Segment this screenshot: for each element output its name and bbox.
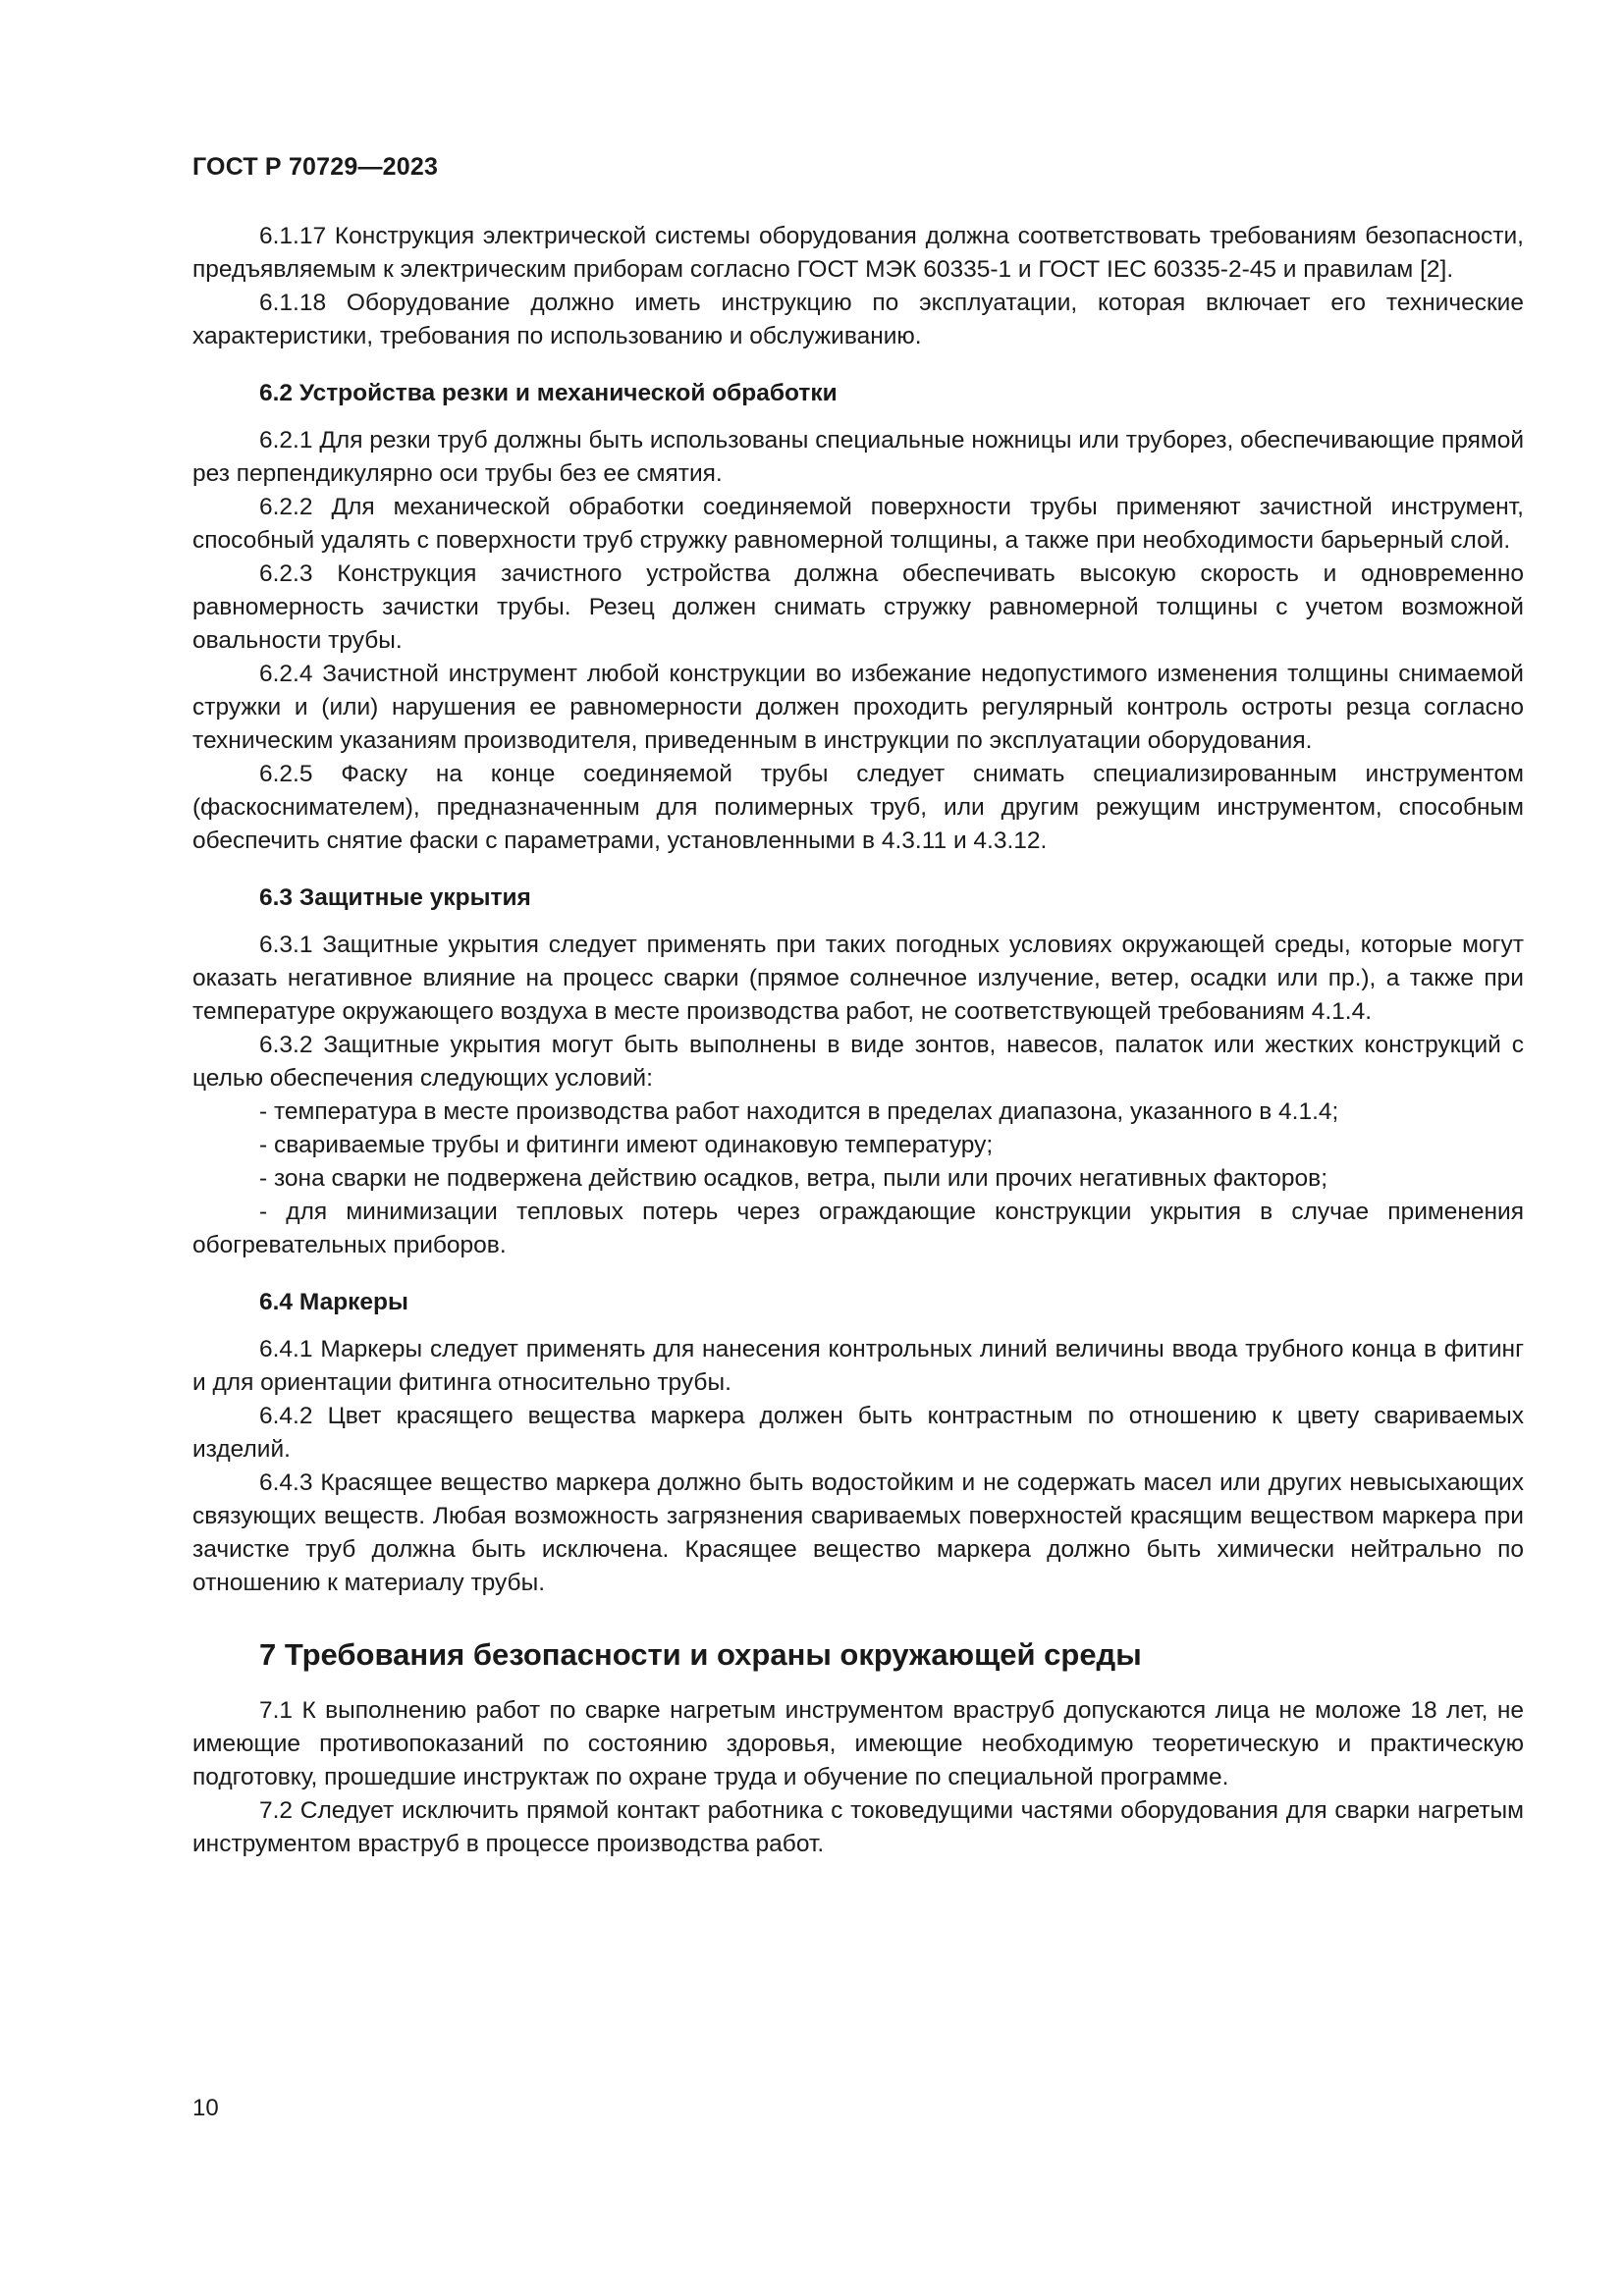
- list-item: - зона сварки не подвержена действию осадков, ветра, пыли или прочих негативных факторов;: [259, 1165, 1328, 1192]
- paragraph-6-2-5: 6.2.5 Фаску на конце соединяемой трубы следует снимать специализированным инструментом (фаскоснимателем), предназначенным для полимерных труб, или другим режущим инструментом, способным обеспечить снятие фаски с параметрами, установленными в 4.3.11 и 4.3.12.: [192, 761, 1524, 854]
- paragraph-6-4-3: 6.4.3 Красящее вещество маркера должно быть водостойким и не содержать масел или других невысыхающих связующих веществ. Любая возможность загрязнения свариваемых поверхностей красящим веществом маркера при зачистке труб должна быть исключена. Красящее вещество маркера должно быть химически нейтрально по отношению к материалу трубы.: [192, 1469, 1524, 1596]
- list-item: - свариваемые трубы и фитинги имеют одинаковую температуру;: [259, 1132, 994, 1158]
- document-header: ГОСТ Р 70729—2023: [192, 153, 439, 181]
- paragraph-6-1-18: 6.1.18 Оборудование должно иметь инструкцию по эксплуатации, которая включает его технические характеристики, требования по использованию и обслуживанию.: [192, 290, 1524, 349]
- paragraph-6-4-1: 6.4.1 Маркеры следует применять для нанесения контрольных линий величины ввода трубного конца в фитинг и для ориентации фитинга относительно трубы.: [192, 1336, 1524, 1396]
- section-heading-6-3: 6.3 Защитные укрытия: [259, 884, 531, 911]
- paragraph-6-4-2: 6.4.2 Цвет красящего вещества маркера должен быть контрастным по отношению к цвету свариваемых изделий.: [192, 1403, 1524, 1463]
- list-item: - для минимизации тепловых потерь через ограждающие конструкции укрытия в случае применения обогревательных приборов.: [192, 1199, 1524, 1258]
- paragraph-6-2-3: 6.2.3 Конструкция зачистного устройства должна обеспечивать высокую скорость и одновременно равномерность зачистки трубы. Резец должен снимать стружку равномерной толщины с учетом возможной овальности трубы.: [192, 561, 1524, 654]
- section-heading-6-2: 6.2 Устройства резки и механической обработки: [259, 380, 838, 406]
- list-item: - температура в месте производства работ находится в пределах диапазона, указанного в 4.1.4;: [259, 1098, 1339, 1125]
- paragraph-6-2-1: 6.2.1 Для резки труб должны быть использованы специальные ножницы или труборез, обеспечивающие прямой рез перпендикулярно оси трубы без ее смятия.: [192, 427, 1524, 487]
- paragraph-6-2-2: 6.2.2 Для механической обработки соединяемой поверхности трубы применяют зачистной инструмент, способный удалять с поверхности труб стружку равномерной толщины, а также при необходимости барьерный слой.: [192, 494, 1524, 554]
- paragraph-6-1-17: 6.1.17 Конструкция электрической системы оборудования должна соответствовать требованиям безопасности, предъявляемым к электрическим приборам согласно ГОСТ МЭК 60335-1 и ГОСТ IEC 60335-2-45 и правилам [2].: [192, 223, 1524, 283]
- paragraph-6-3-1: 6.3.1 Защитные укрытия следует применять при таких погодных условиях окружающей среды, которые могут оказать негативное влияние на процесс сварки (прямое солнечное излучение, ветер, осадки или пр.), а также при температуре окружающего воздуха в месте производства работ, не соответствующей требованиям 4.1.4.: [192, 932, 1524, 1025]
- paragraph-7-2: 7.2 Следует исключить прямой контакт работника с токоведущими частями оборудования для сварки нагретым инструментом враструб в процессе производства работ.: [192, 1797, 1524, 1857]
- paragraph-6-2-4: 6.2.4 Зачистной инструмент любой конструкции во избежание недопустимого изменения толщины снимаемой стружки и (или) нарушения ее равномерности должен проходить регулярный контроль остроты резца согласно техническим указаниям производителя, приведенным в инструкции по эксплуатации оборудования.: [192, 661, 1524, 754]
- paragraph-7-1: 7.1 К выполнению работ по сварке нагретым инструментом враструб допускаются лица не моложе 18 лет, не имеющие противопоказаний по состоянию здоровья, имеющие необходимую теоретическую и практическую подготовку, прошедшие инструктаж по охране труда и обучение по специальной программе.: [192, 1697, 1524, 1790]
- section-heading-6-4: 6.4 Маркеры: [259, 1289, 408, 1315]
- section-heading-7: 7 Требования безопасности и охраны окружающей среды: [259, 1637, 1142, 1672]
- document-body: [192, 220, 1524, 1861]
- page-number: 10: [192, 2095, 219, 2121]
- paragraph-6-3-2: 6.3.2 Защитные укрытия могут быть выполнены в виде зонтов, навесов, палаток или жестких конструкций с целью обеспечения следующих условий:: [192, 1032, 1524, 1092]
